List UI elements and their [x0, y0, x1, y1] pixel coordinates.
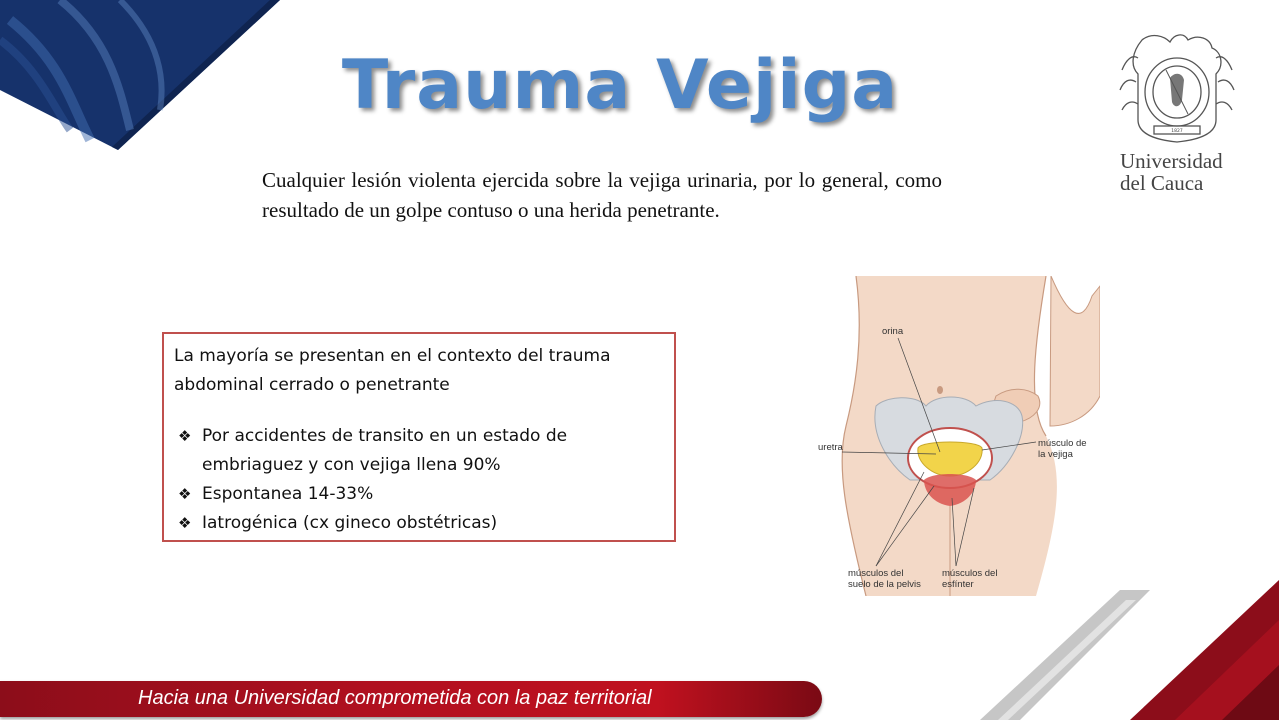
- university-name-line2: del Cauca: [1120, 171, 1204, 195]
- diamond-bullet-icon: ❖: [178, 427, 192, 445]
- university-name: [1120, 150, 1240, 194]
- bullet-item: [174, 480, 666, 509]
- bullet-text: Iatrogénica (cx gineco obstétricas): [202, 513, 498, 533]
- bullet-text: Por accidentes de transito en un estado de embriaguez y con vejiga llena 90%: [202, 426, 568, 475]
- bullet-item: [174, 422, 666, 480]
- label-musculo-vejiga-line2: la vejiga: [1038, 449, 1073, 460]
- svg-text:1827: 1827: [1171, 129, 1183, 134]
- label-orina: orina: [882, 326, 904, 337]
- bladder-anatomy-figure: [806, 276, 1100, 596]
- label-suelo-pelvis-line2: suelo de la pelvis: [848, 579, 921, 590]
- bladder-anatomy-illustration: [806, 276, 1100, 596]
- definition-paragraph: Cualquier lesión violenta ejercida sobre la vejiga urinaria, por lo general, como resultado de un golpe contuso o una herida penetrante.: [262, 168, 942, 222]
- box-intro-text: La mayoría se presentan en el contexto del trauma abdominal cerrado o penetrante: [174, 346, 611, 395]
- diamond-bullet-icon: ❖: [178, 485, 192, 503]
- slide-title: Trauma Vejiga: [341, 46, 899, 125]
- label-musculo-vejiga: [1038, 438, 1087, 460]
- bullet-item: [174, 509, 666, 538]
- diamond-bullet-icon: ❖: [178, 514, 192, 532]
- label-musculo-vejiga-line1: músculo de: [1038, 438, 1087, 449]
- label-uretra: uretra: [818, 442, 843, 453]
- university-crest-icon: [1112, 30, 1242, 145]
- footer-slogan: Hacia una Universidad comprometida con la paz territorial: [138, 687, 652, 709]
- label-suelo-pelvis: [848, 568, 921, 590]
- bullet-text: Espontanea 14-33%: [202, 484, 374, 504]
- label-esfinter-line2: esfínter: [942, 579, 974, 590]
- statistics-box: [162, 332, 676, 542]
- university-name-line1: Universidad: [1120, 149, 1223, 173]
- label-esfinter-line1: músculos del: [942, 568, 998, 579]
- label-suelo-pelvis-line1: músculos del: [848, 568, 904, 579]
- footer-banner: [0, 681, 822, 717]
- decorative-corner-bottom-right: [960, 580, 1279, 720]
